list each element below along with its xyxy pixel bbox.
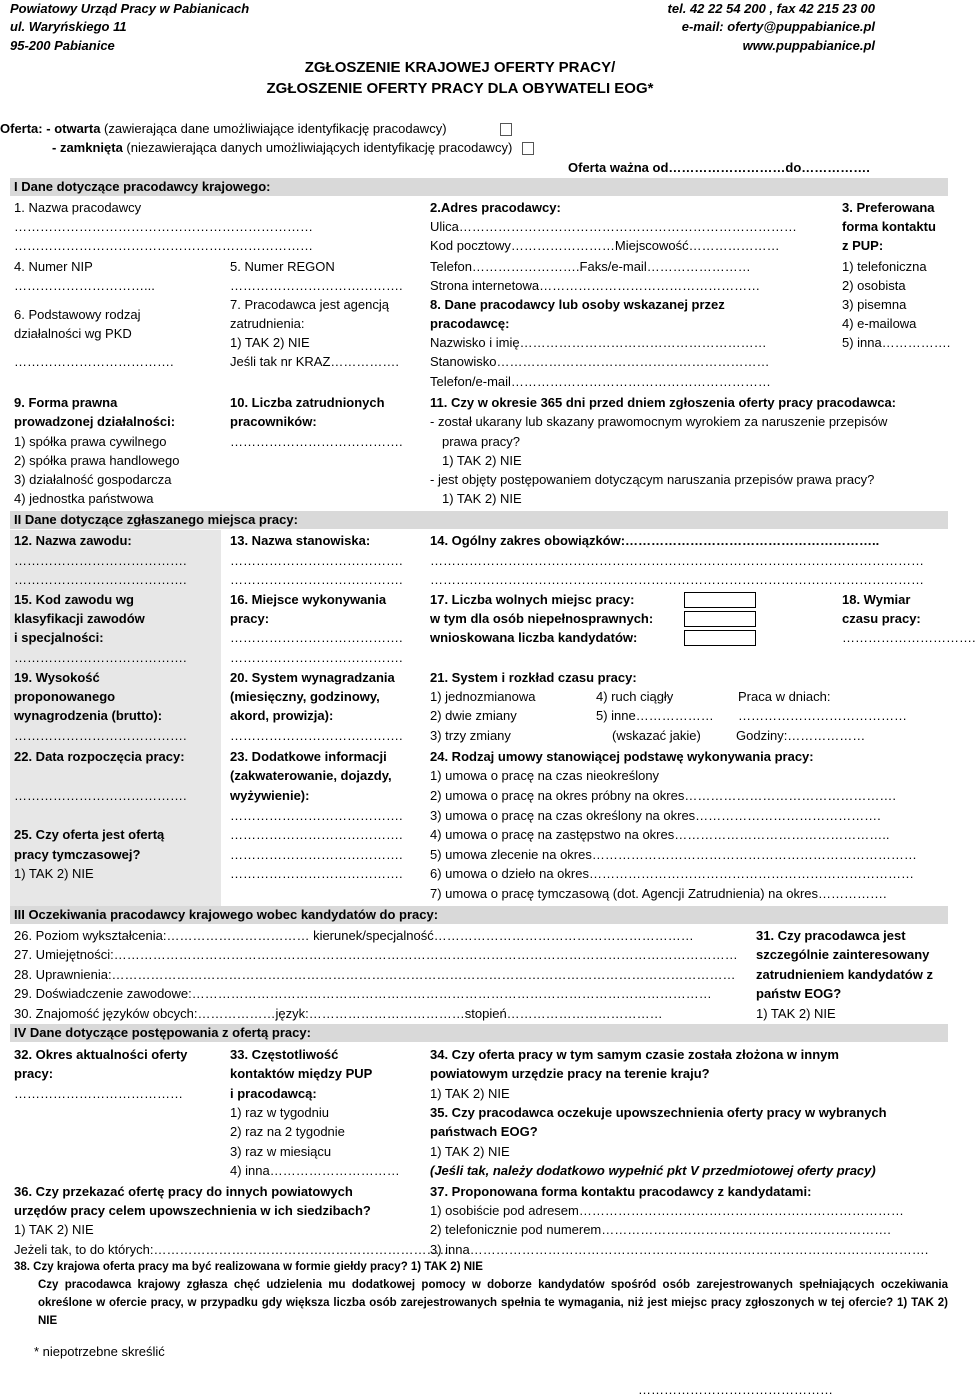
- field-27[interactable]: 27. Umiejętności:………………………………………………………………………………………………………………………………: [14, 947, 738, 962]
- signature-line[interactable]: ………………………………………: [638, 1382, 833, 1397]
- field-14-label[interactable]: 14. Ogólny zakres obowiązków:…………………………………………………..: [430, 533, 880, 548]
- field-34-label-1: 34. Czy oferta pracy w tym samym czasie została złożona w innym: [430, 1047, 839, 1062]
- offer-open-desc: (zawierająca dane umożliwiające identyfikację pracodawcy): [100, 121, 447, 136]
- field-2-label: 2.Adres pracodawcy:: [430, 200, 561, 215]
- field-22-value[interactable]: ………………………………….: [14, 788, 187, 803]
- field-19-label-3: wynagrodzenia (brutto):: [14, 708, 163, 723]
- field-8-label-2: pracodawcę:: [430, 316, 510, 331]
- field-3-option-5[interactable]: 5) inna…………….: [842, 335, 951, 350]
- section-4-header: IV Dane dotyczące postępowania z ofertą pracy:: [10, 1024, 948, 1042]
- office-email[interactable]: e-mail: oferty@puppabianice.pl: [681, 19, 875, 34]
- field-25-label-2: pracy tymczasowej?: [14, 847, 141, 862]
- field-21-option-1[interactable]: 1) jednozmianowa: [430, 689, 536, 704]
- field-13-value[interactable]: ………………………………….: [230, 553, 403, 568]
- field-21-option-3[interactable]: 3) trzy zmiany: [430, 728, 511, 743]
- office-phone: tel. 42 22 54 200 , fax 42 215 23 00: [667, 1, 875, 16]
- field-29[interactable]: 29. Doświadczenie zawodowe:…………………………………………………………………………………………………………: [14, 986, 712, 1001]
- field-23-value-3[interactable]: ………………………………….: [230, 847, 403, 862]
- field-7-label-2: zatrudnienia:: [230, 316, 305, 331]
- field-17-vacancies-box[interactable]: [684, 592, 756, 608]
- field-33-label-3: i pracodawcą:: [230, 1086, 317, 1101]
- field-16-label-1: 16. Miejsce wykonywania: [230, 592, 387, 607]
- field-11-b-options[interactable]: 1) TAK 2) NIE: [442, 491, 522, 506]
- field-4-value[interactable]: …………………………...: [14, 278, 155, 293]
- field-6-label-2: działalności wg PKD: [14, 326, 132, 341]
- field-31-label-1: 31. Czy pracodawca jest: [756, 928, 906, 943]
- office-street: ul. Waryńskiego 11: [10, 19, 127, 34]
- field-15-label-3: i specjalności:: [14, 630, 104, 645]
- field-24-label: 24. Rodzaj umowy stanowiącej podstawę wykonywania pracy:: [430, 749, 814, 764]
- field-10-value[interactable]: ………………………………….: [230, 434, 403, 449]
- field-20-label-3: akord, prowizja):: [230, 708, 334, 723]
- field-2-phone[interactable]: Telefon…………………….Faks/e-mail……………………: [430, 259, 751, 274]
- field-12-value[interactable]: ………………………………….: [14, 553, 187, 568]
- field-13-label: 13. Nazwa stanowiska:: [230, 533, 371, 548]
- field-7-kraz[interactable]: Jeśli tak nr KRAZ…………….: [230, 354, 400, 369]
- field-16-value[interactable]: ………………………………….: [230, 630, 403, 645]
- field-17-label-2: w tym dla osób niepełnosprawnych:: [430, 611, 654, 626]
- field-24-option-5[interactable]: 5) umowa zlecenie na okres…………………………………………………………………: [430, 847, 917, 862]
- field-9-label-1: 9. Forma prawna: [14, 395, 118, 410]
- field-17-label-3: wnioskowana liczba kandydatów:: [430, 630, 638, 645]
- form-title-2: ZGŁOSZENIE OFERTY PRACY DLA OBYWATELI EOG*: [266, 80, 654, 97]
- field-19-label-1: 19. Wysokość: [14, 670, 100, 685]
- field-31-label-4: państw EOG?: [756, 986, 842, 1001]
- field-14-value[interactable]: ……………………………………………………………………………………………………: [430, 553, 924, 568]
- field-33-option-2[interactable]: 2) raz na 2 tygodnie: [230, 1124, 345, 1139]
- field-32-value[interactable]: …………………………………: [14, 1086, 183, 1101]
- field-9-option-3[interactable]: 3) działalność gospodarcza: [14, 472, 172, 487]
- field-22-label: 22. Data rozpoczęcia pracy:: [14, 749, 185, 764]
- field-21-option-4[interactable]: 4) ruch ciągły: [596, 689, 674, 704]
- field-5-label: 5. Numer REGON: [230, 259, 335, 274]
- field-37-option-3[interactable]: 3) inna…………………………………………………………………………………………….: [430, 1242, 929, 1257]
- field-11-b-1: - jest objęty postępowaniem dotyczącym naruszania przepisów prawa pracy?: [430, 472, 875, 487]
- field-24-option-7[interactable]: 7) umowa o pracę tymczasową (dot. Agencji Zatrudnienia) na okres…………….: [430, 886, 887, 901]
- field-9-option-4[interactable]: 4) jednostka państwowa: [14, 491, 154, 506]
- field-6-label-1: 6. Podstawowy rodzaj: [14, 307, 141, 322]
- field-15-label-1: 15. Kod zawodu wg: [14, 592, 134, 607]
- offer-closed-row: [52, 138, 534, 157]
- field-18-label-2: czasu pracy:: [842, 611, 921, 626]
- field-36-options[interactable]: 1) TAK 2) NIE: [14, 1222, 94, 1237]
- field-19-label-2: proponowanego: [14, 689, 116, 704]
- field-21-days-label: Praca w dniach:: [738, 689, 831, 704]
- field-36-which[interactable]: Jeżeli tak, to do których:……………………………………………………………: [14, 1242, 453, 1257]
- field-26[interactable]: 26. Poziom wykształcenia:…………………………… kierunek/specjalność……………………………………………………: [14, 928, 694, 943]
- offer-open-row: [0, 119, 512, 138]
- field-21-label: 21. System i rozkład czasu pracy:: [430, 670, 637, 685]
- field-33-label-2: kontaktów między PUP: [230, 1066, 373, 1081]
- field-24-option-3[interactable]: 3) umowa o pracę na czas określony na okres…………………………………….: [430, 808, 881, 823]
- field-21-specify: (wskazać jakie): [612, 728, 701, 743]
- field-31-label-3: zatrudnieniem kandydatów z: [756, 967, 933, 982]
- field-11-label: 11. Czy w okresie 365 dni przed dniem zgłoszenia oferty pracy pracodawca:: [430, 395, 897, 410]
- field-8-position[interactable]: Stanowisko………………………………………………………: [430, 354, 770, 369]
- field-3-label-1: 3. Preferowana: [842, 200, 935, 215]
- field-34-options[interactable]: 1) TAK 2) NIE: [430, 1086, 510, 1101]
- offer-closed-label: - zamknięta: [52, 140, 123, 155]
- field-8-name[interactable]: Nazwisko i imię…………………………………………………: [430, 335, 767, 350]
- field-24-option-2[interactable]: 2) umowa o pracę na okres próbny na okres………………………………………….: [430, 788, 896, 803]
- field-33-label-1: 33. Częstotliwość: [230, 1047, 339, 1062]
- field-1-value-2[interactable]: ……………………………………………………………: [14, 238, 313, 253]
- field-31-label-2: szczególnie zainteresowany: [756, 947, 930, 962]
- field-20-label-1: 20. System wynagradzania: [230, 670, 395, 685]
- field-33-option-1[interactable]: 1) raz w tygodniu: [230, 1105, 329, 1120]
- field-11-a-options[interactable]: 1) TAK 2) NIE: [442, 453, 522, 468]
- offer-label: Oferta:: [0, 121, 43, 136]
- field-23-value-2[interactable]: ………………………………….: [230, 827, 403, 842]
- field-33-option-4[interactable]: 4) inna…………………………: [230, 1163, 400, 1178]
- field-3-label-2: forma kontaktu: [842, 219, 936, 234]
- field-35-note: (Jeśli tak, należy dodatkowo wypełnić pkt V przedmiotowej oferty pracy): [430, 1163, 876, 1178]
- field-24-option-6[interactable]: 6) umowa o dzieło na okres…………………………………………………………………: [430, 866, 914, 881]
- field-35-options[interactable]: 1) TAK 2) NIE: [430, 1144, 510, 1159]
- field-1-label: 1. Nazwa pracodawcy: [14, 200, 142, 215]
- field-8-label-1: 8. Dane pracodawcy lub osoby wskazanej przez: [430, 297, 725, 312]
- field-6-value[interactable]: ……………………………….: [14, 354, 174, 369]
- field-20-label-2: (miesięczny, godzinowy,: [230, 689, 380, 704]
- field-17-label-1: 17. Liczba wolnych miejsc pracy:: [430, 592, 635, 607]
- field-11-a-2: prawa pracy?: [442, 434, 521, 449]
- field-12-value-2[interactable]: ………………………………….: [14, 572, 187, 587]
- field-21-days-value[interactable]: …………………………………: [738, 708, 907, 723]
- field-28[interactable]: 28. Uprawnienia:………………………………………………………………………………………………………………………………: [14, 967, 736, 982]
- field-23-label-3: wyżywienie):: [230, 788, 310, 803]
- field-23-value-1[interactable]: ………………………………….: [230, 808, 403, 823]
- field-17-candidates-box[interactable]: [684, 630, 756, 646]
- field-1-value[interactable]: ……………………………………………………………: [14, 219, 313, 234]
- field-23-label-1: 23. Dodatkowe informacji: [230, 749, 387, 764]
- field-3-option-4[interactable]: 4) e-mailowa: [842, 316, 917, 331]
- field-30[interactable]: 30. Znajomość języków obcych:………………język:………………………………stopień………………………………: [14, 1006, 663, 1021]
- field-18-label-1: 18. Wymiar: [842, 592, 911, 607]
- field-15-value[interactable]: ………………………………….: [14, 650, 187, 665]
- field-18-value[interactable]: ………………………….: [842, 630, 976, 645]
- field-32-label-1: 32. Okres aktualności oferty: [14, 1047, 188, 1062]
- field-3-option-3[interactable]: 3) pisemna: [842, 297, 907, 312]
- office-name: Powiatowy Urząd Pracy w Pabianicach: [10, 1, 250, 16]
- section-1-header: I Dane dotyczące pracodawcy krajowego:: [10, 178, 948, 196]
- offer-open-checkbox[interactable]: [500, 123, 512, 136]
- field-8-contact[interactable]: Telefon/e-mail……………………………………………………: [430, 374, 771, 389]
- offer-closed-checkbox[interactable]: [522, 142, 534, 155]
- field-31-options[interactable]: 1) TAK 2) NIE: [756, 1006, 836, 1021]
- field-34-label-2: powiatowym urzędzie pracy na terenie kraju?: [430, 1066, 710, 1081]
- field-23-label-2: (zakwaterowanie, dojazdy,: [230, 768, 392, 783]
- field-9-option-1[interactable]: 1) spółka prawa cywilnego: [14, 434, 167, 449]
- field-35-label-2: państwach EOG?: [430, 1124, 538, 1139]
- field-32-label-2: pracy:: [14, 1066, 54, 1081]
- field-36-label-1: 36. Czy przekazać ofertę pracy do innych powiatowych: [14, 1184, 353, 1199]
- field-20-value[interactable]: ………………………………….: [230, 728, 403, 743]
- field-2-street[interactable]: Ulica……………………………………………………………………: [430, 219, 797, 234]
- field-2-website[interactable]: Strona internetowa……………………………………………: [430, 278, 761, 293]
- field-2-postcode[interactable]: Kod pocztowy……………………Miejscowość…………………: [430, 238, 780, 253]
- field-9-label-2: prowadzonej działalności:: [14, 414, 176, 429]
- section-2-header: II Dane dotyczące zgłaszanego miejsca pracy:: [10, 511, 948, 529]
- offer-closed-desc: (niezawierająca danych umożliwiających identyfikację pracodawcy): [122, 140, 513, 155]
- field-15-label-2: klasyfikacji zawodów: [14, 611, 145, 626]
- field-12-label: 12. Nazwa zawodu:: [14, 533, 132, 548]
- office-website[interactable]: www.puppabianice.pl: [742, 38, 875, 53]
- offer-open-label: - otwarta: [46, 121, 101, 136]
- field-21-option-5[interactable]: 5) inne………………: [596, 708, 714, 723]
- field-11-a-1: - został ukarany lub skazany prawomocnym wyrokiem za naruszenie przepisów: [430, 414, 888, 429]
- footnote: * niepotrzebne skreślić: [34, 1344, 165, 1359]
- field-21-hours[interactable]: Godziny:………………: [736, 728, 866, 743]
- field-16-value-2[interactable]: ………………………………….: [230, 650, 403, 665]
- field-24-option-4[interactable]: 4) umowa o pracę na zastępstwo na okres…………………………………………..: [430, 827, 890, 842]
- field-25-label-1: 25. Czy oferta jest ofertą: [14, 827, 165, 842]
- field-7-options[interactable]: 1) TAK 2) NIE: [230, 335, 310, 350]
- field-33-option-3[interactable]: 3) raz w miesiącu: [230, 1144, 332, 1159]
- field-19-value[interactable]: ………………………………….: [14, 728, 187, 743]
- field-3-label-3: z PUP:: [842, 238, 884, 253]
- field-16-label-2: pracy:: [230, 611, 270, 626]
- field-13-value-2[interactable]: ………………………………….: [230, 572, 403, 587]
- form-title-1: ZGŁOSZENIE KRAJOWEJ OFERTY PRACY/: [304, 59, 616, 76]
- field-3-option-1[interactable]: 1) telefoniczna: [842, 259, 927, 274]
- office-city: 95-200 Pabianice: [10, 38, 115, 53]
- additional-help-question[interactable]: Czy pracodawca krajowy zgłasza chęć udzielenia mu dodatkowej pomocy w doborze kandydatów spośród osób zarejestrowanych spełniających oczekiwania określone w ofercie pracy, w przypadku gdy większa liczba osób zarejestrowanych spełnia te wymagania, niż jest miejsc pracy zgłoszonych w tej ofercie? 1) TAK 2) NIE: [38, 1279, 948, 1327]
- field-21-option-2[interactable]: 2) dwie zmiany: [430, 708, 517, 723]
- field-3-option-2[interactable]: 2) osobista: [842, 278, 906, 293]
- offer-valid-dates[interactable]: Oferta ważna od………………………do…………….: [568, 160, 870, 175]
- section-3-header: III Oczekiwania pracodawcy krajowego wobec kandydatów do pracy:: [10, 906, 948, 924]
- field-24-option-1[interactable]: 1) umowa o pracę na czas nieokreślony: [430, 768, 660, 783]
- field-7-label-1: 7. Pracodawca jest agencją: [230, 297, 389, 312]
- field-23-value-4[interactable]: ………………………………….: [230, 866, 403, 881]
- field-37-option-2[interactable]: 2) telefonicznie pod numerem………………………………………………………….: [430, 1222, 891, 1237]
- field-37-label: 37. Proponowana forma kontaktu pracodawcy z kandydatami:: [430, 1184, 812, 1199]
- field-5-value[interactable]: ………………………………….: [230, 278, 403, 293]
- field-35-label-1: 35. Czy pracodawca oczekuje upowszechnienia oferty pracy w wybranych: [430, 1105, 887, 1120]
- field-10-label-1: 10. Liczba zatrudnionych: [230, 395, 385, 410]
- field-38[interactable]: 38. Czy krajowa oferta pracy ma być realizowana w formie giełdy pracy? 1) TAK 2) NIE: [14, 1261, 483, 1273]
- field-9-option-2[interactable]: 2) spółka prawa handlowego: [14, 453, 180, 468]
- field-25-options[interactable]: 1) TAK 2) NIE: [14, 866, 94, 881]
- field-14-value-2[interactable]: ……………………………………………………………………………………………………: [430, 572, 924, 587]
- field-17-disabled-box[interactable]: [684, 611, 756, 627]
- field-10-label-2: pracowników:: [230, 414, 317, 429]
- field-36-label-2: urzędów pracy celem upowszechnienia w ich siedzibach?: [14, 1203, 371, 1218]
- field-4-label: 4. Numer NIP: [14, 259, 93, 274]
- field-37-option-1[interactable]: 1) osobiście pod adresem…………………………………………………………………: [430, 1203, 904, 1218]
